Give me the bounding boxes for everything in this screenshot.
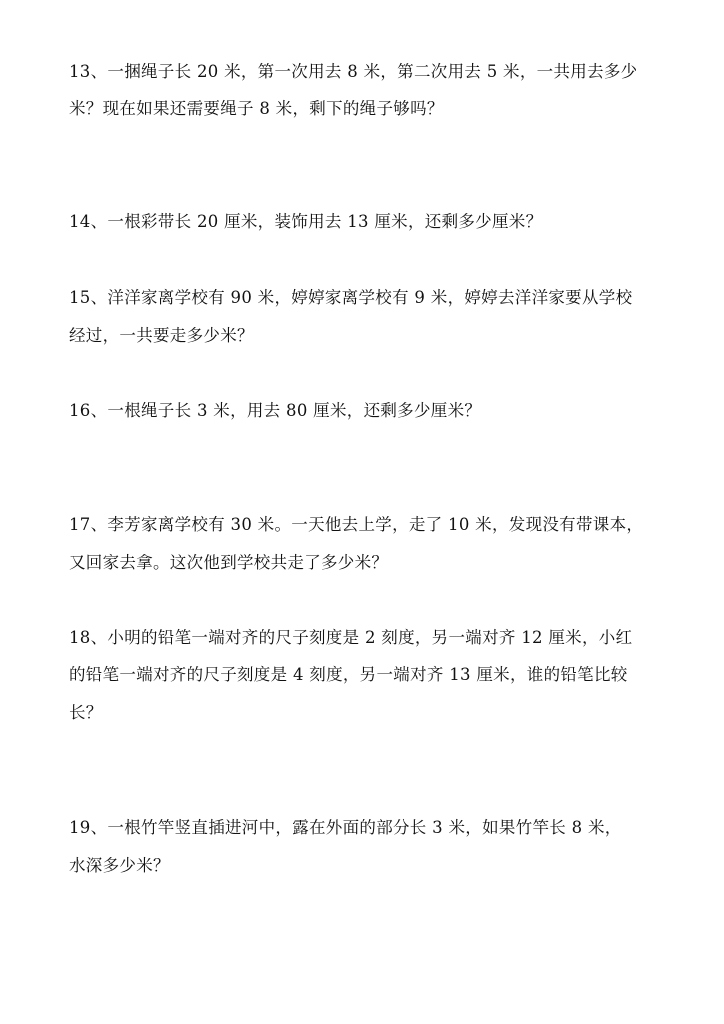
problem-text-line: 经过，一共要走多少米？ [69, 326, 254, 345]
problem-text-line: 18、小明的铅笔一端对齐的尺子刻度是 2 刻度，另一端对齐 12 厘米，小红 [69, 628, 633, 647]
problem-text-line: 19、一根竹竿竖直插进河中，露在外面的部分长 3 米，如果竹竿长 8 米， [69, 818, 622, 837]
problem-text-line: 的铅笔一端对齐的尺子刻度是 4 刻度，另一端对齐 13 厘米，谁的铅笔比较 [69, 665, 628, 684]
problem-text-line: 米？现在如果还需要绳子 8 米，剩下的绳子够吗？ [69, 99, 444, 118]
problem-text-line: 15、洋洋家离学校有 90 米，婷婷家离学校有 9 米，婷婷去洋洋家要从学校 [69, 288, 633, 307]
problem-text-line: 又回家去拿。这次他到学校共走了多少米？ [69, 553, 389, 572]
problem-text-line: 水深多少米？ [69, 856, 170, 875]
problem-text-line: 16、一根绳子长 3 米，用去 80 厘米，还剩多少厘米？ [69, 401, 482, 420]
problem-text-line: 14、一根彩带长 20 厘米，装饰用去 13 厘米，还剩多少厘米？ [69, 212, 543, 231]
problem-text-line: 长？ [69, 703, 103, 722]
problem-text-line: 13、一捆绳子长 20 米，第一次用去 8 米，第二次用去 5 米，一共用去多少 [69, 62, 638, 81]
problem-text-line: 17、李芳家离学校有 30 米。一天他去上学，走了 10 米，发现没有带课本， [69, 515, 644, 534]
